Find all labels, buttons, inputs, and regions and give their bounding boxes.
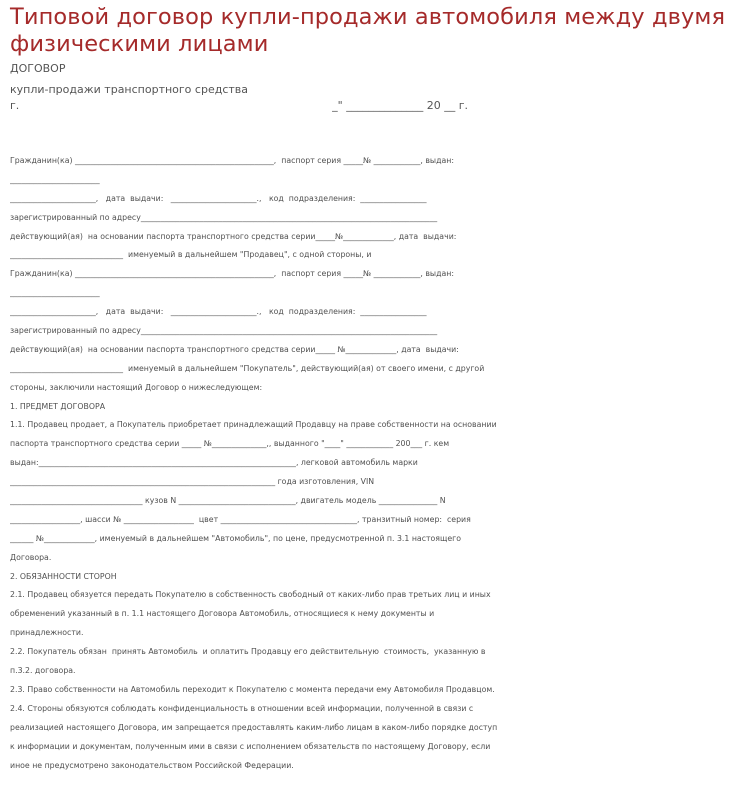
contract-heading: ДОГОВОР — [10, 62, 66, 75]
text-line: __________________________________ кузов N ______________________________, двигатель модель _______________ N — [10, 496, 446, 506]
text-line: обременений указанный в п. 1.1 настоящего Договора Автомобиль, относящиеся к нему документы и — [10, 609, 435, 619]
text-line: _______________________ — [10, 288, 100, 298]
text-line: _______________________ — [10, 174, 100, 184]
text-line: стороны, заключили настоящий Договор о нижеследующем: — [10, 382, 263, 392]
text-line: Договора. — [10, 552, 52, 562]
text-line: зарегистрированный по адресу____________________________________________________________________________ — [10, 326, 438, 336]
title-line-1: Типовой договор купли-продажи автомобиля между двумя — [10, 4, 726, 30]
document-title — [10, 0, 745, 58]
text-line: паспорта транспортного средства серии _____ №______________,, выданного "____" ____________ 200___ г. кем — [10, 439, 450, 449]
text-line: реализацией настоящего Договора, им запрещается предоставлять каким-либо лицам в каком-либо порядке доступ — [10, 722, 498, 732]
text-line: ____________________________________________________________________ года изготовления, VIN — [10, 477, 375, 487]
contract-place-date — [10, 98, 468, 114]
contract-date: _" ______________ 20 __ г. — [332, 99, 468, 112]
text-line: ______ №_____________, именуемый в дальнейшем "Автомобиль", по цене, предусмотренной п. 3.1 настоящего — [10, 533, 461, 543]
text-line: к информации и документам, полученным ими в связи с исполнением обязательств по настоящему Договору, если — [10, 741, 491, 751]
text-line: действующий(ая) на основании паспорта транспортного средства серии_____№_____________, дата выдачи: — [10, 231, 457, 241]
text-line: зарегистрированный по адресу____________________________________________________________________________ — [10, 212, 438, 222]
contract-subtitle: купли-продажи транспортного средства — [10, 83, 248, 96]
text-line: ______________________, дата выдачи: ______________________., код подразделения: _________________ — [10, 307, 427, 317]
text-line: _____________________________ именуемый в дальнейшем "Продавец", с одной стороны, и — [10, 250, 372, 260]
text-line: Гражданин(ка) ___________________________________________________, паспорт серия _____№ ____________, выдан: — [10, 269, 454, 279]
text-line: 2.4. Стороны обязуются соблюдать конфиденциальность в отношении всей информации, полученной в связи с — [10, 703, 474, 713]
text-line: 1.1. Продавец продает, а Покупатель приобретает принадлежащий Продавцу на праве собственности на основании — [10, 420, 497, 430]
document-page — [10, 0, 745, 775]
text-line: 2.3. Право собственности на Автомобиль переходит к Покупателю с момента передачи ему Автомобиля Продавцом. — [10, 684, 495, 694]
text-line: __________________, шасси № __________________ цвет ___________________________________, транзитный номер: серия — [10, 514, 471, 524]
text-line: _____________________________ именуемый в дальнейшем "Покупатель", действующий(ая) от своего имени, с другой — [10, 363, 485, 373]
text-line: 2.1. Продавец обязуется передать Покупателю в собственность свободный от каких-либо прав третьих лиц и иных — [10, 590, 491, 600]
text-line: иное не предусмотрено законодательством Российской Федерации. — [10, 760, 294, 770]
title-line-2: физическими лицами — [10, 31, 269, 57]
contract-body — [10, 152, 745, 775]
section-heading: 1. ПРЕДМЕТ ДОГОВОРА — [10, 401, 106, 411]
text-line: п.3.2. договора. — [10, 666, 76, 676]
section-heading: 2. ОБЯЗАННОСТИ СТОРОН — [10, 571, 117, 581]
text-line: действующий(ая) на основании паспорта транспортного средства серии_____ №_____________, дата выдачи: — [10, 344, 459, 354]
text-line: выдан:__________________________________________________________________, легковой автомобиль марки — [10, 458, 418, 468]
text-line: 2.2. Покупатель обязан принять Автомобиль и оплатить Продавцу его действительную стоимость, указанную в — [10, 647, 486, 657]
text-line: Гражданин(ка) ___________________________________________________, паспорт серия _____№ ____________, выдан: — [10, 156, 454, 165]
contract-city: г. — [10, 99, 20, 112]
text-line: принадлежности. — [10, 628, 84, 638]
text-line: ______________________, дата выдачи: ______________________., код подразделения: _________________ — [10, 193, 427, 203]
